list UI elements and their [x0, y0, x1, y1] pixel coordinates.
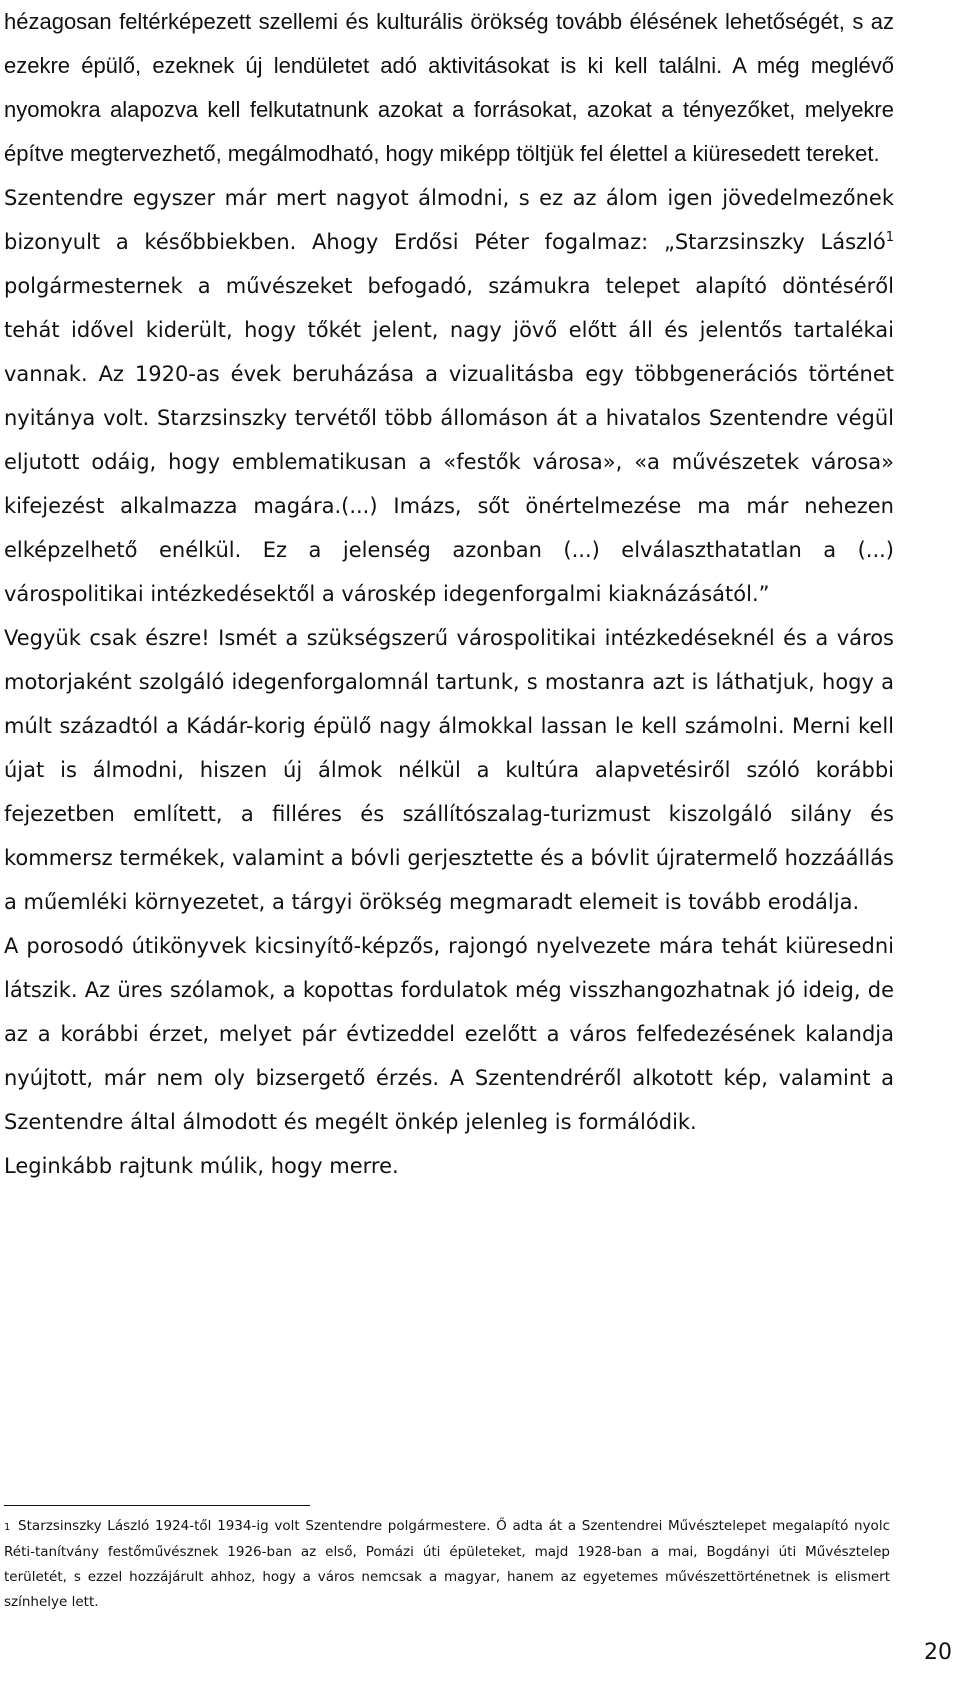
paragraph-2-part-1: Szentendre egyszer már mert nagyot álmodni, s ez az álom igen jövedelmezőnek bizonyult a későbbiekben.	[4, 186, 894, 254]
paragraph-1: hézagosan feltérképezett szellemi és kulturális örökség tovább élésének lehetőségét, s az ezekre épülő, ezeknek új lendületet adó aktivitásokat is ki kell találni. A még meglévő nyomokra alapozva kell felkutatnunk azokat a forrásokat, azokat a tényezőket, melyekre építve megtervezhető, megálmodható, hogy miképp töltjük fel élettel a kiüresedett tereket.	[4, 9, 894, 166]
footnote	[4, 1514, 890, 1615]
paragraph-2	[4, 176, 894, 616]
footnote-reference[interactable]: 1	[885, 230, 894, 245]
main-text	[4, 0, 894, 1188]
paragraph-2-part-2: Ahogy Erdősi Péter fogalmaz: „Starzsinszky László	[296, 230, 886, 254]
paragraph-5: Leginkább rajtunk múlik, hogy merre.	[4, 1154, 399, 1178]
paragraph-2-part-3: polgármesternek a művészeket befogadó, számukra telepet alapító döntéséről tehát idővel kiderült, hogy tőkét jelent, nagy jövő előtt áll és jelentős tartalékai vannak. Az 1920-as évek beruházása a vizualitásba egy többgenerációs történet nyitánya volt. Starzsinszky tervétől több állomáson át a hivatalos Szentendre végül eljutott odáig, hogy emblematikusan a «festők városa», «a művészetek városa» kifejezést alkalmazza magára.(...) Imázs, sőt önértelmezése ma már nehezen elképzelhető enélkül. Ez a jelenség azonban (...) elválaszthatatlan a (...) várospolitikai intézkedésektől a városkép idegenforgalmi kiaknázásától.”	[4, 274, 894, 606]
page-number: 20	[924, 1640, 952, 1665]
paragraph-3: Vegyük csak észre! Ismét a szükségszerű várospolitikai intézkedéseknél és a város motorjaként szolgáló idegenforgalomnál tartunk, s mostanra azt is láthatjuk, hogy a múlt századtól a Kádár-korig épülő nagy álmokkal lassan le kell számolni. Merni kell újat is álmodni, hiszen új álmok nélkül a kultúra alapvetésiről szóló korábbi fejezetben említett, a filléres és szállítószalag-turizmust kiszolgáló silány és kommersz termékek, valamint a bóvli gerjesztette és a bóvlit újratermelő hozzáállás a műemléki környezetet, a tárgyi örökség megmaradt elemeit is tovább erodálja.	[4, 626, 894, 914]
footnote-divider	[4, 1505, 310, 1506]
footnote-text: Starzsinszky László 1924-től 1934-ig volt Szentendre polgármestere. Ő adta át a Szentendrei Művésztelepet megalapító nyolc Réti-tanítvány festőművésznek 1926-ban az első, Pomázi úti épületeket, majd 1928-ban a mai, Bogdányi úti Művésztelep területét, s ezzel hozzájárult ahhoz, hogy a város nemcsak a magyar, hanem az egyetemes művészettörténetnek is elismert színhelye lett.	[4, 1518, 890, 1610]
footnote-number: 1	[4, 1522, 11, 1533]
paragraph-4: A porosodó útikönyvek kicsinyítő-képzős, rajongó nyelvezete mára tehát kiüresedni látszik. Az üres szólamok, a kopottas fordulatok még visszhangozhatnak jó ideig, de az a korábbi érzet, melyet pár évtizeddel ezelőtt a város felfedezésének kalandja nyújtott, már nem oly bizsergető érzés. A Szentendréről alkotott kép, valamint a Szentendre által álmodott és megélt önkép jelenleg is formálódik.	[4, 934, 894, 1134]
